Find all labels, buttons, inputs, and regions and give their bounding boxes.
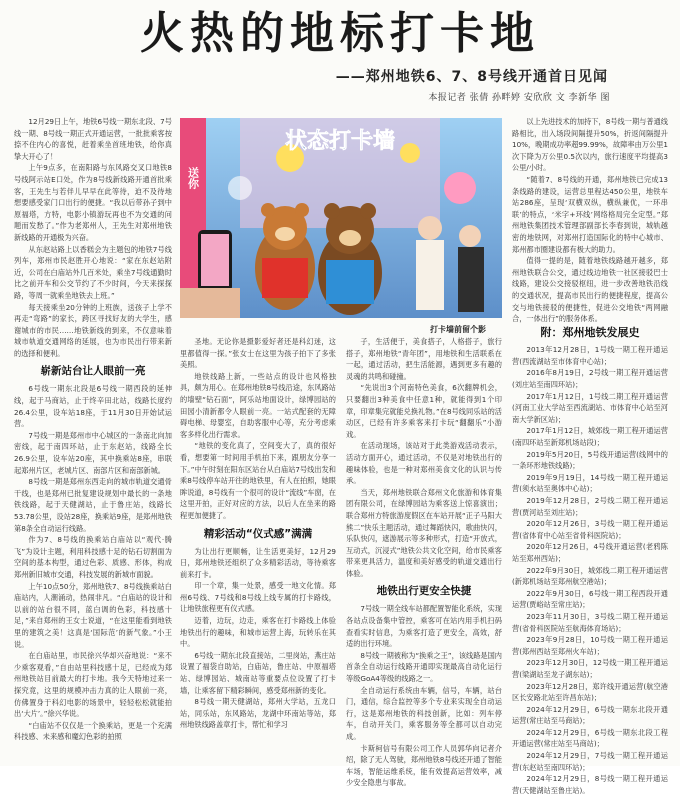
paragraph: 子，生活便于，美食搭子，人格搭子，旅行搭子，郑州地铁“青年团”，用地铁和生活联系在一起，通过活动，把生活能源，遇到更多有趣的灵魂的共鸣和碰撞。 [346, 337, 502, 381]
history-item: 2019年5月20日，5号线开通运营(线网中的一条环形地铁线路)； [512, 449, 668, 471]
paragraph: 为让出行更顺畅，让生活更美好，12月29日，郑州地铁还组织了众多精彩活动，等待乘客前来打卡。 [180, 546, 336, 579]
news-photo [180, 118, 502, 318]
paragraph: 印一个章，集一处景，感受一地文化情。郑州6号线、7号线和8号线上线专属的打卡路线，让地铁旅程更有仪式感。 [180, 581, 336, 614]
article-column-3 [346, 336, 502, 788]
photo-sign-text: 状态打卡墙 [284, 129, 396, 154]
paragraph: 圣地。无论你是摄影爱好者还是科幻迷，这里都值得一探。”张女士在这里为孩子拍下了多张美照。 [180, 337, 336, 370]
paragraph: 迈着，边玩，边走，乘客在打卡路线上体验地铁出行的趣味，和城市运营上海，玩转乐在其中。 [180, 616, 336, 649]
photo-side-text: 送你 [186, 167, 200, 189]
paragraph: 8号线一期是郑州东西走向的城市轨道交通骨干线，也是郑州已批复建设规划中最长的一条地铁线路，起于天健湖站，止于鲁庄站，线路长53.78公里，设站28座，换乘站9座，是郑州地铁第8条全自动运行线路。 [14, 477, 172, 533]
paragraph: 6号线一期东北段直接站，二里岗站，燕庄站设置了福袋自助站，白庙站，鲁庄站、中原福塔站、绿博园站、城南站等重要点位设置了打卡墙，让乘客留下精彩瞬间，感受郑州新的变化。 [180, 650, 336, 695]
paragraph: 每天接乘坐20分钟的上班族，送孩子上学不再走“弯路”的家长，跨区寻找好友的大学生，感谢城市的市民……地铁新线的到来，不仅意味着城市轨道交通网络的延展，也为市民出行带来新的选择和便利。 [14, 302, 172, 358]
section-title-safety: 地铁出行更安全快捷 [376, 585, 472, 598]
history-item: 2016年8月19日，2号线一期工程开通运营(刘庄站至南四环站)； [512, 368, 668, 390]
history-item: 2022年9月30日，城郊线二期工程开通运营(新郑机场站至郑州航空港站)； [512, 565, 668, 587]
paragraph: “随着7、8号线的开通，郑州地铁已完成13条线路的建设，运营总里程达450公里，地铁车站286座，呈现‘双横双纵，横纵兼优，一环串联’的特点，‘米字+环线’网络格局完全定型。”郑州地铁集团技术管理部副部长李春到说，城轨越密的地铁网，对郑州打造国际化的特中心城市、郑州都市圈建设都有极大的助力。 [512, 174, 668, 254]
paragraph: 当天，郑州地铁联合郑州文化旅游和体育集团有限公司，在绿博园站为乘客送上惊喜演出；联合郑州方特旅游度假区在车站开展“正子马阳大熊二”快乐主题活动，通过舞蹈快闪，歌曲快闪，乐队快闪，遮游展示等多种形式，打造“开放式，互动式，沉浸式”地铁公共文化空间，给市民乘客带来更具活力，温度和美好感受的轨道交通出行体验。 [346, 487, 502, 578]
col3-paras2 [346, 603, 502, 789]
appendix-title: 附：郑州地铁发展史 [540, 325, 640, 339]
headline: 火热的地标打卡地 [140, 8, 540, 59]
section-title-activities: 精彩活动“仪式感”满满 [203, 527, 313, 540]
col2-paras [180, 336, 336, 522]
paragraph: 卡斯柯信号有限公司工作人员郭华向记者介绍，除了无人驾驶，郑州地铁8号线还开通了智能车场，智能运维系统，能有效提高运营效率，减少安全隐患与事故。 [346, 743, 502, 788]
history-item: 2023年12月28日，郑许线开通运营(航空港区长安路北站至许昌东站)； [512, 681, 668, 703]
history-item: 2019年9月19日，14号线一期工程开通运营(须水站至奥体中心站)； [512, 472, 668, 494]
history-item: 2023年9月28日，10号线一期工程开通运营(郑州西站至郑州火车站)； [512, 635, 668, 656]
photo-caption: 打卡墙前留个影 [430, 325, 486, 334]
byline: 本报记者 张倩 孙畔婷 安欣欣 文 李新华 图 [428, 93, 610, 103]
history-item: 2017年1月12日，城郊线一期工程开通运营(南四环站至新郑机场站段)； [512, 426, 668, 448]
history-item: 2024年12月29日，6号线一期东北段工程开通运营(常庄站至马商站)； [512, 727, 668, 749]
photo-illustration [180, 118, 502, 318]
subheadline: ——郑州地铁6、7、8号线开通首日见闻 [335, 69, 608, 85]
paragraph: 地铁线路上新，一些站点的设计也风格独具，颇为用心。在郑州地铁8号线沿途，东风路站的墙壁“钻石面”，阿乐站地面设计，绿博园站的田园小清新都令人眼前一亮。一站式配套的无障碍电梯、母婴室，自助客服中心等，充分考虑乘客多样化出行需求。 [180, 371, 336, 439]
col2-paras2 [180, 546, 336, 732]
history-item: 2013年12月28日，1号线一期工程开通运营(西流湖站至市体育中心站)； [512, 345, 668, 366]
paragraph: “先说出3个河南特色美食，6次翻牌机会，只要翻出3种美食中任意1种，就能得到1个印章，印章集完就能兑换礼物。”在8号线同乐站的活动区，已经有许多乘客来打卡玩“翻翻乐”小游戏。 [346, 383, 502, 439]
paragraph: 上午10点50分，郑州地铁7、8号线换乘站白庙站内，人潮涌动，热闹非凡。“白庙站的设计和以前的站台很不同，蓝白调的色彩，科技感十足，”来自郑州的王女士说道，“在这里能看到地铁里的建筑之美！这真是‘国际范’的新气象。”小王说。 [14, 581, 172, 649]
history-item: 2024年12月29日，6号线一期东北段开通运营(常庄站至马商站)； [512, 704, 668, 726]
history-list [512, 344, 668, 796]
history-item: 2023年12月30日，12号线一期工程开通运营(梁湖站至龙子湖东站)； [512, 658, 668, 679]
paragraph: 上午9点多，在南阳路与东风路交叉口地铁8号线阿示站E口处，作为8号线新线路开通首批乘客，王先生与若伴儿早早在此等待，迫不及待地想要感受家门口出行的便捷。“我以后带孙子到中原福塔，方特，电影小镇游玩再也不为交通的问题而发愁了。”作为老郑州人，王先生对郑州地铁新线路的开通极为兴奋。 [14, 163, 172, 242]
history-item: 2017年1月12日，1号线二期工程开通运营(河南工业大学站至西流湖站、市体育中心站至河南大学新区站)； [512, 391, 668, 424]
history-item: 2024年12月29日，8号线一期工程开通运营(天健湖站至鲁庄站)。 [512, 774, 668, 795]
article-column-4 [512, 116, 668, 795]
paragraph: “白庙站不仅仅是一个换乘站，更是一个充满科技感、未来感和魔幻色彩的拍照 [14, 720, 172, 742]
history-item: 2019年12月28日，2号线二期工程开通运营(贾河站至刘庄站)； [512, 496, 668, 517]
history-item: 2022年9月30日，6号线一期工程西段开通运营(贾峪站至常庄站)； [512, 588, 668, 610]
paragraph: 从东赵站路上以香糕会为主题包的地铁7号线列车，郑州市民赵胜开心地说：“家在东赵站附近，公司在白庙站外几百米处，乘坐7号线通勤时比之前开车和公交节约了不少时间，今天来探探路，等周一就乘坐地铁去上班。” [14, 244, 172, 300]
paragraph: 全自动运行系统由车辆，信号，车辆，站台门，通信，综合监控等多个专业来实现全自动运行，这是郑州地铁的科技创新，比如：列车停车，自动开关门，乘客服务等全都可以自动完成。 [346, 685, 502, 741]
paragraph: 值得一提的是，随着地铁线路越开越多，郑州地铁联合公交，通过线边地铁一社区接驳巴士线路，建设公交接驳枢纽，进一步改善地铁沿线的交通状况，提高市民出行的便捷程度，提高公交与地铁接驳的便捷性，促进公交地铁“两网融合，一体出行”的服务体系。 [512, 256, 668, 324]
paragraph: 8号线一期天健湖站，郑州大学站，五龙口站，同乐站，东风路站，龙湖中环南站等站，郑州地铁线路盖章打卡，帮忙和学习 [180, 697, 336, 730]
paragraph: 7号线一期是郑州市中心城区的一条南北向加密线，起于南四环站，止于东赵站，线路全长26.9公里，设车站20座，其中换乘站8座，串联起郑州片区，老城片区、南部片区和南部新城。 [14, 430, 172, 475]
article-column-1 [14, 116, 172, 762]
history-item: 2020年12月26日，4号线开通运营(老鸦陈站至郑州西站)； [512, 542, 668, 563]
paragraph: “地铁的变化真了，空间变大了，真的很好看，想要第一时间用手机拍下来，跟朋友分享一下。”中午时刻在阳东区站台从白庙站7号线出发和乘8号线停车站开往的地铁里，有人在拍照，她眼眸说道，8号线有一个很可的设计“流线”车窗，在这里开拍，正好对应的方法，以后人在坐来的路程更加便捷了。 [180, 441, 336, 520]
paragraph: 以上先进技术的加持下，8号线一期与普通线路相比，出入场段间隔提升50%，折返间隔提升10%，晚期成功率超99.99%，故障率由万公里1次下降为万公里0.5次以内，旅行速度平均提高3公里/小时。 [512, 117, 668, 173]
history-item: 2020年12月26日，3号线一期工程开通运营(省体育中心站至省骨科医院站)； [512, 519, 668, 540]
history-item: 2024年12月29日，7号线一期工程开通运营(东赵站至南四环站)； [512, 751, 668, 772]
paragraph: 作为7、8号线的换乘站白庙站以“观代·腾飞”为设计主题，利用科技感十足的钻石切割面为空间的基本构型，通过色彩、质感、形体，构成郑州新旧城市交通，科技发展的新城市面貌。 [14, 535, 172, 579]
col1-paras [14, 116, 172, 359]
article-column-2 [180, 336, 336, 762]
history-item: 2023年11月30日，3号线二期工程开通运营(省骨科医院站至航海体育场站)； [512, 611, 668, 633]
col3-paras [346, 336, 502, 579]
col1-paras2 [14, 383, 172, 742]
paragraph: 8号线一期被称为“换乘之王”，该线路是国内首条全自动运行线路开通即实现最高自动化运行等级GoA4等级的线路之一。 [346, 650, 502, 684]
section-title-new-station: 崭新站台让人眼前一亮 [40, 365, 146, 378]
paragraph: 7号线一期全线车站都配置智能化系统，实现各站点设备集中管控，乘客可在站内用手机扫码查看实时信息，为乘客打造了更安全，高效，舒适的出行环境。 [346, 604, 502, 649]
col4-paras [512, 116, 668, 325]
paragraph: 在活动现场，该站对于此类游戏活动表示，活动方面开心，通过活动，不仅是对地铁出行的趣味体验，也是一种对郑州美食文化的认识与传承。 [346, 441, 502, 486]
paragraph: 在白庙站里，市民徐兴华却兴奋地说：“来不少乘客观看，”自由站里科技感十足，已经成为郑州地铁站目前最大的打卡地。我今天特地过来一探究竟，这里的规模冲击力真的让人眼前一亮，仿佛置身于科幻电影的场景中，轻轻松松就能拍出‘大片’。”徐兴华说。 [14, 651, 172, 719]
paragraph: 12月29日上午，地铁6号线一期东北段、7号线一期、8号线一期正式开通运营，一批批乘客按捺不住内心的喜悦，赶着乘坐首班地铁，给你真挚大开心了！ [14, 117, 172, 161]
paragraph: 6号线一期东北段是6号线一期西段的延伸线，起于马商站，止于终辛田北站，线路长度约26.4公里，设车站18座，于11月30日开始试运营。 [14, 384, 172, 429]
